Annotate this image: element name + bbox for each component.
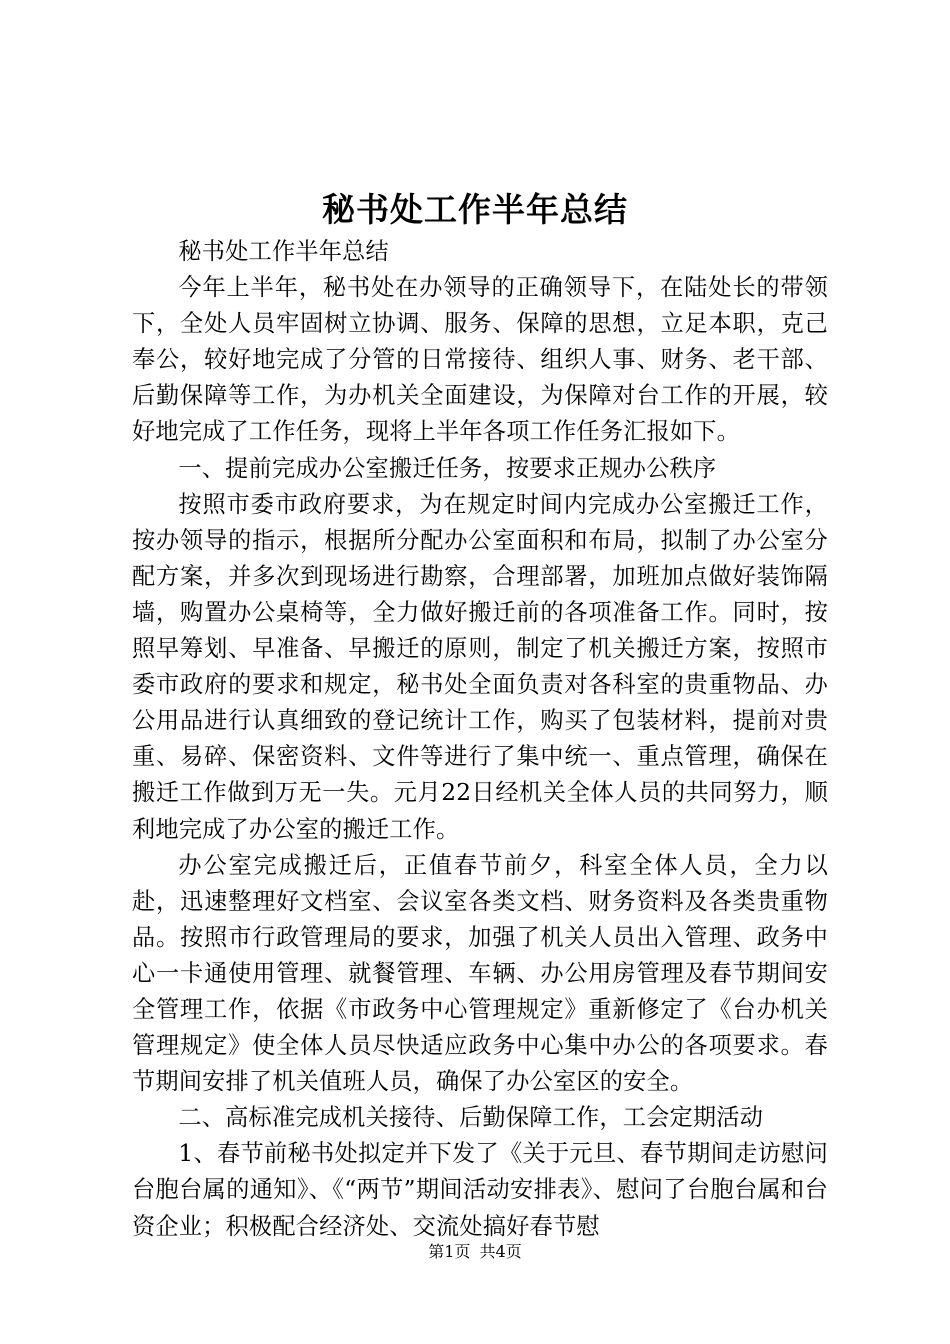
intro-paragraph: 今年上半年，秘书处在办领导的正确领导下，在陆处长的带领下，全处人员牢固树立协调、服务、保障的思想，立足本职，克己奉公，较好地完成了分管的日常接待、组织人事、财务、老干部、后勤保障等工作，为办机关全面建设，为保障对台工作的开展，较好地完成了工作任务，现将上半年各项工作任务汇报如下。: [132, 274, 828, 446]
subtitle-paragraph: 秘书处工作半年总结: [178, 238, 389, 265]
page-number: 第1页: [428, 1242, 471, 1261]
body-paragraph: 办公室完成搬迁后，正值春节前夕，科室全体人员，全力以赴，迅速整理好文档室、会议室各类文档、财务资料及各类贵重物品。按照市行政管理局的要求，加强了机关人员出入管理、政务中心一卡通使用管理、就餐管理、车辆、办公用房管理及春节期间安全管理工作，依据《市政务中心管理规定》重新修定了《台办机关管理规定》使全体人员尽快适应政务中心集中办公的各项要求。春节期间安排了机关值班人员，确保了办公室区的安全。: [132, 851, 828, 1096]
body-paragraph: 按照市委市政府要求，为在规定时间内完成办公室搬迁工作，按办领导的指示，根据所分配办公室面积和布局，拟制了办公室分配方案，并多次到现场进行勘察，合理部署，加班加点做好装饰隔墙，购置办公桌椅等，全力做好搬迁前的各项准备工作。同时，按照早筹划、早准备、早搬迁的原则，制定了机关搬迁方案，按照市委市政府的要求和规定，秘书处全面负责对各科室的贵重物品、办公用品进行认真细致的登记统计工作，购买了包装材料，提前对贵重、易碎、保密资料、文件等进行了集中统一、重点管理，确保在搬迁工作做到万无一失。元月22日经机关全体人员的共同努力，顺利地完成了办公室的搬迁工作。: [132, 490, 828, 843]
total-pages: 共4页: [479, 1242, 522, 1261]
section-heading-1: 一、提前完成办公室搬迁任务，按要求正规办公秩序: [178, 454, 717, 482]
section-heading-2: 二、高标准完成机关接待、后勤保障工作，工会定期活动: [178, 1104, 764, 1132]
document-title: 秘书处工作半年总结: [322, 190, 628, 229]
document-body: [132, 234, 828, 1245]
body-paragraph: 1、春节前秘书处拟定并下发了《关于元旦、春节期间走访慰问台胞台属的通知》、《“两节”期间活动安排表》、慰问了台胞台属和台资企业；积极配合经济处、交流处搞好春节慰: [132, 1140, 828, 1240]
page-footer: [0, 1240, 950, 1264]
